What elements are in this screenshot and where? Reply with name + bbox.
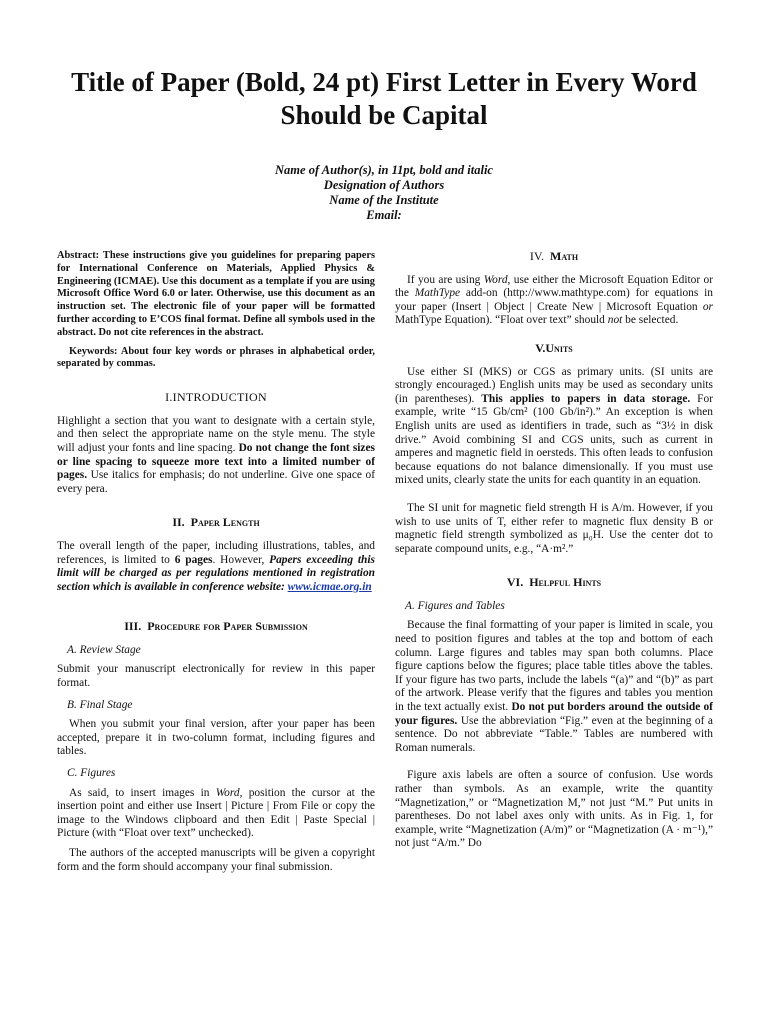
paper-title: Title of Paper (Bold, 24 pt) First Letter in Every Word Should be Capital xyxy=(71,67,697,130)
subheading-review-stage: A. Review Stage xyxy=(67,643,141,656)
length-paragraph: The overall length of the paper, including illustrations, tables, and references, is limited to 6 pages. However, Papers exceeding this limit will be charged as per regulations mentioned in registration section which is available in conference website: www.icmae.org.in xyxy=(57,539,375,593)
keywords: Keywords: About four key words or phrases in alphabetical order, separated by commas. xyxy=(57,345,375,370)
section-heading-units: V.Units xyxy=(535,340,573,355)
review-stage-paragraph: Submit your manuscript electronically for review in this paper format. xyxy=(57,663,375,690)
section-heading-introduction: I.INTRODUCTION xyxy=(165,390,267,405)
copyright-paragraph: The authors of the accepted manuscripts will be given a copyright form and the form should accompany your final submission. xyxy=(57,847,375,873)
conference-website-link[interactable]: www.icmae.org.in xyxy=(287,580,372,593)
section-heading-helpful-hints: VI. Helpful Hints xyxy=(506,575,602,590)
section-heading-paper-length: II. Paper Length xyxy=(172,515,260,530)
subheading-final-stage: B. Final Stage xyxy=(67,698,133,711)
abstract: Abstract: These instructions give you guidelines for preparing papers for International Conference on Materials, Applied Physics & Engineering (ICMAE). Use this document as a template if you are using Microsoft Office Word 6.0 or later. Otherwise, use this document as an instruction set. The electronic file of your paper will be formatted further according to E’COS final format. Define all symbols used in the abstract. Do not cite references in the abstract. xyxy=(57,250,375,338)
figures-paragraph: As said, to insert images in Word, position the cursor at the insertion point and either use Insert | Picture | From File or copy the image to the Windows clipboard and then Edit | Paste Special | Picture (with “Float over text” unchecked). xyxy=(57,786,375,840)
section-heading-math: IV. Math xyxy=(529,249,579,263)
author-email: Email: xyxy=(366,208,402,222)
axis-labels-paragraph: Figure axis labels are often a source of confusion. Use words rather than symbols. As an example, write the quantity “Magnetization,” or “Magnetization M,” not just “M.” Put units in parentheses. Do not label axes only with units. As in Fig. 1, for example, write “Magnetization (A/m)” or “Magnetization (A · m⁻¹),” not just “A/m.” Do xyxy=(395,769,713,850)
section-heading-procedure: III. Procedure for Paper Submission xyxy=(124,619,308,634)
author-designation: Designation of Authors xyxy=(323,178,445,192)
author-block xyxy=(0,163,768,223)
subheading-figures-and-tables: A. Figures and Tables xyxy=(405,599,505,612)
author-names: Name of Author(s), in 11pt, bold and italic xyxy=(275,163,493,177)
si-unit-paragraph: The SI unit for magnetic field strength H is A/m. However, if you wish to use units of T, either refer to magnetic flux density B or magnetic field strength symbolized as μ₀H. Use the center dot to separate compound units, e.g., “A·m².” xyxy=(395,501,713,555)
figures-tables-paragraph: Because the final formatting of your paper is limited in scale, you need to position figures and tables at the top and bottom of each column. Large figures and tables may span both columns. Place figure captions below the figures; place table titles above the tables. If your figure has two parts, include the labels “(a)” and “(b)” as part of the artwork. Please verify that the figures and tables you mention in the text actually exist. Do not put borders around the outside of your figures. Use the abbreviation “Fig.” even at the beginning of a sentence. Do not abbreviate “Table.” Tables are numbered with Roman numerals. xyxy=(395,619,713,754)
math-paragraph: If you are using Word, use either the Microsoft Equation Editor or the MathType add-on (http://www.mathtype.com) for equations in your paper (Insert | Object | Create New | Microsoft Equation or MathType Equation). “Float over text” should not be selected. xyxy=(395,273,713,327)
units-paragraph: Use either SI (MKS) or CGS as primary units. (SI units are strongly encouraged.) English units may be used as secondary units (in parentheses). This applies to papers in data storage. For example, write “15 Gb/cm² (100 Gb/in²).” An exception is when English units are used as identifiers in trade, such as “3½ in disk drive.” Avoid combining SI and CGS units, such as current in amperes and magnetic field in oersteds. This often leads to confusion because equations do not balance dimensionally. If you must use mixed units, clearly state the units for each quantity in an equation. xyxy=(395,365,713,487)
right-column xyxy=(395,250,713,857)
intro-paragraph: Highlight a section that you want to designate with a certain style, and then select the appropriate name on the style menu. The style will adjust your fonts and line spacing. Do not change the font sizes or line spacing to squeeze more text into a limited number of pages. Use italics for emphasis; do not underline. Give one space of every pera. xyxy=(57,414,375,495)
left-column xyxy=(57,250,375,880)
author-institute: Name of the Institute xyxy=(329,193,439,207)
subheading-figures: C. Figures xyxy=(67,767,116,780)
final-stage-paragraph: When you submit your final version, after your paper has been accepted, prepare it in two-column format, including figures and tables. xyxy=(57,718,375,758)
